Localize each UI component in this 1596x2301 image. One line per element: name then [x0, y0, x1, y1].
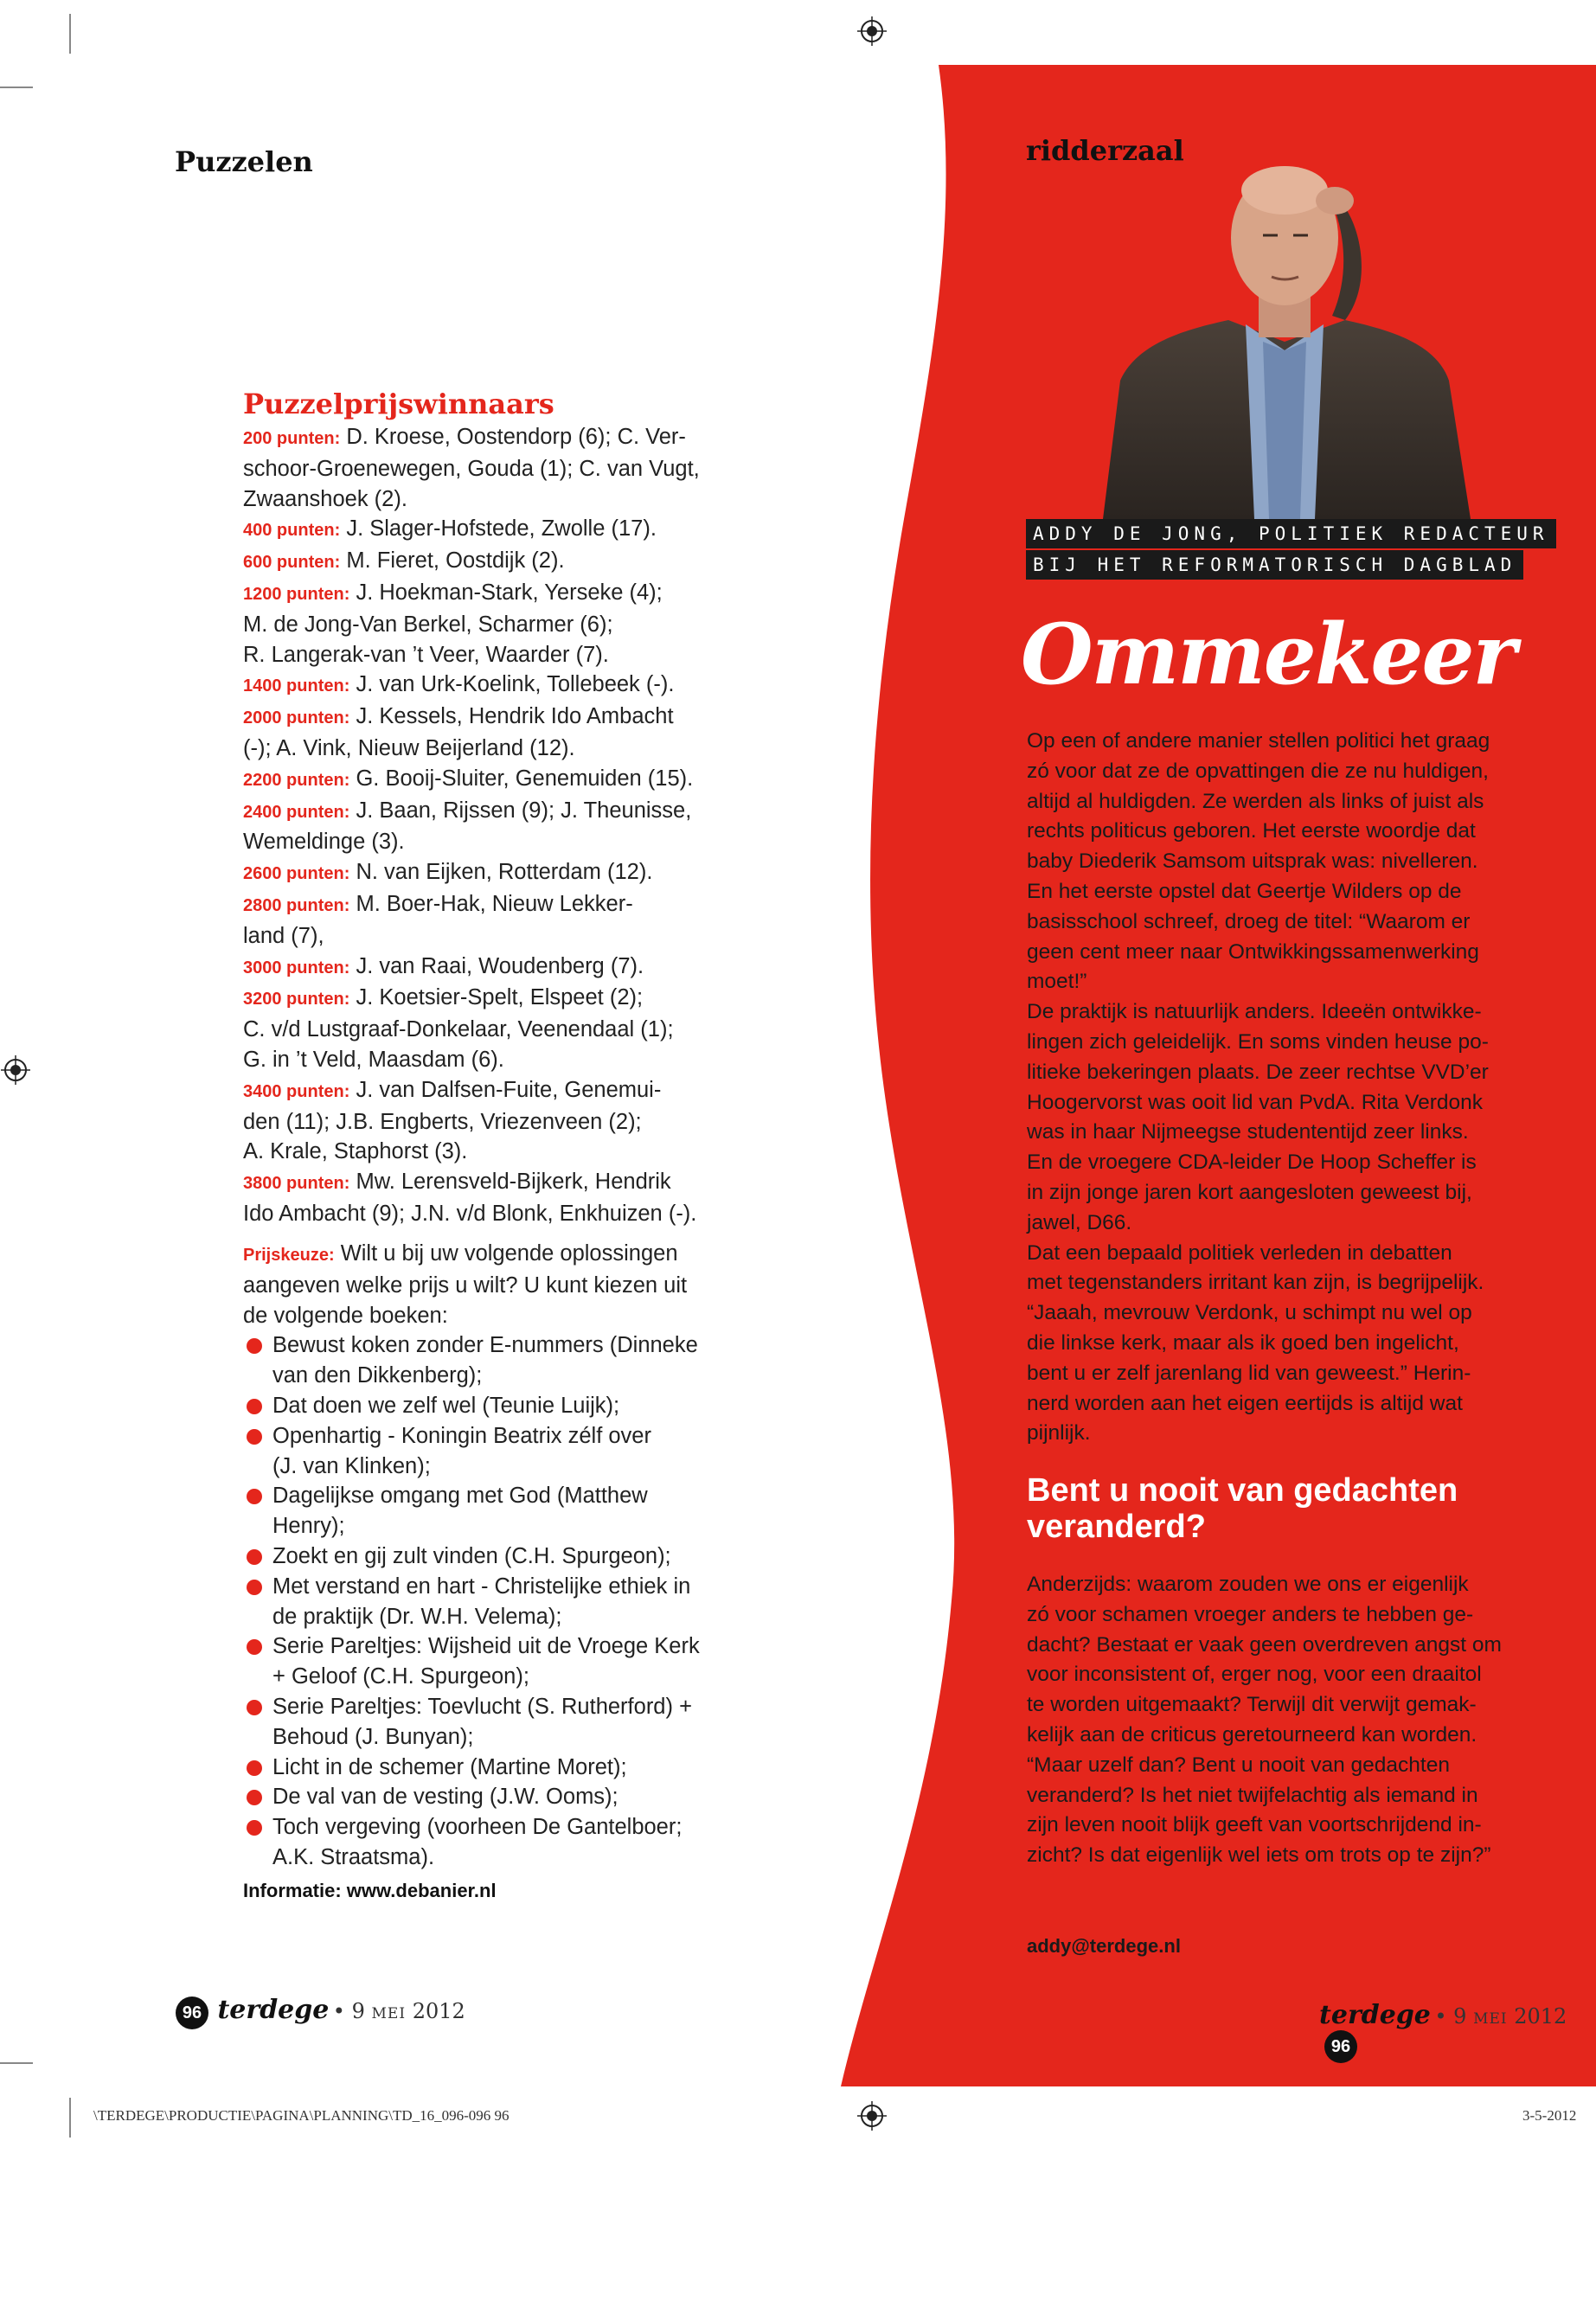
book-title-line: van den Dikkenberg);	[272, 1363, 483, 1388]
prize-choice-section	[243, 1239, 745, 1907]
points-label: 2400 punten:	[243, 802, 350, 822]
winner-row	[243, 514, 745, 546]
bullet-icon	[247, 1790, 262, 1805]
points-label: 2200 punten:	[243, 770, 350, 790]
winner-names: M. Fieret, Oostdijk (2).	[346, 548, 565, 574]
winner-row	[243, 827, 745, 857]
info-link-text: Informatie: www.debanier.nl	[243, 1879, 497, 1901]
book-item	[243, 1421, 745, 1482]
winner-row	[243, 610, 745, 640]
winner-names: A. Krale, Staphorst (3).	[243, 1139, 468, 1164]
winner-names: M. Boer-Hak, Nieuw Lekker-	[356, 891, 633, 916]
bullet-icon	[247, 1489, 262, 1504]
winner-row	[243, 889, 745, 921]
footer-day: 9	[1453, 2004, 1467, 2029]
points-label: 2800 punten:	[243, 895, 350, 915]
book-list	[243, 1330, 745, 1872]
print-date: 3-5-2012	[1522, 2107, 1577, 2124]
registration-mark-icon	[1, 1055, 30, 1085]
body-line: kelijk aan de criticus geretourneerd kan worden.	[1027, 1722, 1477, 1747]
winner-row	[243, 640, 745, 670]
winner-row	[243, 1137, 745, 1167]
winner-names: Zwaanshoek (2).	[243, 486, 407, 511]
portrait-photo	[1086, 156, 1484, 519]
body-line: geen cent meer naar Ontwikkingssamenwerking	[1027, 939, 1479, 964]
body-line: Op een of andere manier stellen politici het graag	[1027, 729, 1490, 753]
body-line: baby Diederik Samsom uitsprak was: nivelleren.	[1027, 849, 1478, 874]
body-line: in zijn jonge jaren kort aangesloten geweest bij,	[1027, 1180, 1472, 1204]
prize-intro-line: de volgende boeken:	[243, 1303, 448, 1328]
book-title-line: Toch vergeving (voorheen De Gantelboer;	[272, 1815, 683, 1840]
body-line: te worden uitgemaakt? Terwijl dit verwijt gemak-	[1027, 1693, 1477, 1717]
body-line: dacht? Bestaat er vaak geen overdreven angst om	[1027, 1632, 1502, 1657]
terdege-logo: terdege	[217, 1995, 330, 2025]
winner-row	[243, 1075, 745, 1107]
footer-month: MEI	[371, 2005, 407, 2022]
body-line: En de vroegere CDA-leider De Hoop Scheffer is	[1027, 1150, 1477, 1175]
body-line: moet!”	[1027, 970, 1087, 994]
winners-section	[243, 388, 745, 1229]
footer-left	[176, 1995, 465, 2029]
winner-row	[243, 1107, 745, 1138]
page-number-badge: 96	[176, 1997, 208, 2029]
bullet-icon	[247, 1820, 262, 1836]
body-line: bent u er zelf jarenlang lid van geweest.” Herin-	[1027, 1361, 1471, 1385]
author-caption-line: BIJ HET REFORMATORISCH DAGBLAD	[1026, 550, 1523, 580]
registration-mark-icon	[857, 2101, 887, 2131]
footer-bullet: •	[332, 1999, 345, 2023]
winner-row	[243, 952, 745, 984]
body-line: litieke bekeringen plaats. De zeer rechtse VVD’er	[1027, 1060, 1489, 1084]
winner-row	[243, 454, 745, 484]
article-body	[1027, 727, 1563, 1449]
book-title-line: + Geloof (C.H. Spurgeon);	[272, 1664, 529, 1689]
points-label: 3400 punten:	[243, 1081, 350, 1101]
body-line: Dat een bepaald politiek verleden in debatten	[1027, 1240, 1452, 1265]
winner-row	[243, 983, 745, 1015]
winner-row	[243, 764, 745, 796]
winner-names: J. Koetsier-Spelt, Elspeet (2);	[356, 985, 644, 1010]
points-label: 1200 punten:	[243, 584, 350, 604]
winner-names: Ido Ambacht (9); J.N. v/d Blonk, Enkhuizen (-).	[243, 1201, 697, 1226]
prize-intro	[243, 1239, 745, 1271]
winner-names: J. Kessels, Hendrik Ido Ambacht	[356, 704, 674, 729]
winners-list	[243, 422, 745, 1229]
page-number-badge: 96	[1324, 2030, 1357, 2063]
book-title-line: Openhartig - Koningin Beatrix zélf over	[272, 1423, 651, 1448]
section-title-ridderzaal: ridderzaal	[1026, 134, 1184, 167]
points-label: 2000 punten:	[243, 708, 350, 728]
body-line: lingen zich geleidelijk. En soms vinden heuse po-	[1027, 1029, 1489, 1054]
bullet-icon	[247, 1639, 262, 1655]
book-title-line: (J. van Klinken);	[272, 1453, 431, 1478]
crop-mark	[0, 2062, 33, 2064]
winner-names: C. v/d Lustgraaf-Donkelaar, Veenendaal (1);	[243, 1017, 674, 1042]
bullet-icon	[247, 1399, 262, 1414]
body-line: was in haar Nijmeegse studententijd zeer links.	[1027, 1120, 1469, 1144]
author-email: addy@terdege.nl	[1027, 1935, 1181, 1957]
footer-year: 2012	[412, 1999, 465, 2023]
bullet-icon	[247, 1580, 262, 1595]
points-label: 600 punten:	[243, 553, 341, 573]
body-line: veranderd? Is het niet twijfelachtig als iemand in	[1027, 1783, 1478, 1807]
winner-row	[243, 1015, 745, 1045]
body-line: met tegenstanders irritant kan zijn, is begrijpelijk.	[1027, 1271, 1484, 1295]
body-line: basisschool schreef, droeg de titel: “Waarom er	[1027, 909, 1471, 933]
winner-names: G. Booij-Sluiter, Genemuiden (15).	[356, 766, 694, 791]
winner-row	[243, 702, 745, 734]
crop-mark	[69, 2098, 71, 2138]
book-title-line: Dat doen we zelf wel (Teunie Luijk);	[272, 1393, 620, 1418]
winner-names: J. van Dalfsen-Fuite, Genemui-	[356, 1077, 662, 1102]
winner-row	[243, 734, 745, 764]
winners-title: Puzzelprijswinnaars	[243, 388, 554, 420]
body-line: voor inconsistent of, erger nog, voor een draaitol	[1027, 1663, 1482, 1687]
book-title-line: de praktijk (Dr. W.H. Velema);	[272, 1604, 562, 1629]
body-line: “Jaaah, mevrouw Verdonk, u schimpt nu wel op	[1027, 1301, 1472, 1325]
book-item	[243, 1391, 745, 1421]
winner-names: R. Langerak-van ’t Veer, Waarder (7).	[243, 642, 609, 667]
article-headline: Ommekeer	[1021, 606, 1516, 703]
bullet-icon	[247, 1700, 262, 1715]
winner-names: Wemeldinge (3).	[243, 830, 405, 855]
footer-day: 9	[351, 1999, 365, 2023]
prize-intro-line: Wilt u bij uw volgende oplossingen	[340, 1241, 678, 1266]
winner-row	[243, 578, 745, 610]
bullet-icon	[247, 1760, 262, 1776]
winner-names: N. van Eijken, Rotterdam (12).	[356, 860, 653, 885]
body-line: rechts politicus geboren. Het eerste woordje dat	[1027, 819, 1476, 843]
book-title-line: Bewust koken zonder E-nummers (Dinneke	[272, 1333, 698, 1358]
body-line: pijnlijk.	[1027, 1421, 1091, 1445]
body-line: zó voor schamen vroeger anders te hebben ge-	[1027, 1602, 1474, 1626]
crop-mark	[0, 87, 33, 88]
winner-names: J. Baan, Rijssen (9); J. Theunisse,	[356, 798, 692, 823]
body-line: “Maar uzelf dan? Bent u nooit van gedachten	[1027, 1753, 1450, 1777]
prize-intro-line: aangeven welke prijs u wilt? U kunt kiezen uit	[243, 1272, 688, 1298]
winner-names: land (7),	[243, 923, 324, 948]
winner-row	[243, 857, 745, 889]
points-label: 2600 punten:	[243, 864, 350, 884]
book-title-line: Licht in de schemer (Martine Moret);	[272, 1754, 627, 1779]
book-title-line: Serie Pareltjes: Toevlucht (S. Rutherford) +	[272, 1694, 692, 1719]
body-line: zicht? Is dat eigenlijk wel iets om trots op te zijn?”	[1027, 1843, 1491, 1868]
winner-names: J. van Urk-Koelink, Tollebeek (-).	[356, 672, 675, 697]
body-line: zijn leven nooit blijk geeft van voortschrijdend in-	[1027, 1813, 1482, 1837]
winner-row	[243, 422, 745, 454]
points-label: 400 punten:	[243, 521, 341, 541]
winner-names: G. in ’t Veld, Maasdam (6).	[243, 1047, 504, 1072]
book-title-line: Henry);	[272, 1514, 345, 1539]
book-item	[243, 1572, 745, 1632]
bullet-icon	[247, 1338, 262, 1354]
article-body-continued	[1027, 1570, 1563, 1871]
winner-names: D. Kroese, Oostendorp (6); C. Ver-	[346, 425, 686, 449]
article-subheading	[1027, 1472, 1563, 1545]
body-line: jawel, D66.	[1027, 1210, 1132, 1234]
body-line: De praktijk is natuurlijk anders. Ideeën ontwikke-	[1027, 1000, 1482, 1024]
bullet-icon	[247, 1549, 262, 1565]
points-label: 1400 punten:	[243, 676, 350, 696]
points-label: 3200 punten:	[243, 990, 350, 1009]
winner-names: schoor-Groenewegen, Gouda (1); C. van Vugt,	[243, 456, 700, 481]
body-line: En het eerste opstel dat Geertje Wilders op de	[1027, 879, 1462, 903]
body-line: nerd worden aan het eigen eertijds is altijd wat	[1027, 1391, 1463, 1415]
author-caption-line: ADDY DE JONG, POLITIEK REDACTEUR	[1026, 519, 1556, 548]
winner-names: J. van Raai, Woudenberg (7).	[356, 953, 644, 978]
registration-mark-icon	[857, 16, 887, 46]
bullet-icon	[247, 1429, 262, 1445]
print-slug: \TERDEGE\PRODUCTIE\PAGINA\PLANNING\TD_16_096-096 96	[93, 2107, 510, 2124]
winner-row	[243, 546, 745, 578]
book-item	[243, 1330, 745, 1391]
winner-row	[243, 1045, 745, 1075]
book-item	[243, 1812, 745, 1873]
section-title-puzzelen: Puzzelen	[175, 145, 313, 178]
book-title-line: Met verstand en hart - Christelijke ethiek in	[272, 1574, 691, 1599]
footer-date	[333, 1999, 465, 2023]
book-title-line: De val van de vesting (J.W. Ooms);	[272, 1785, 619, 1810]
winner-names: J. Slager-Hofstede, Zwolle (17).	[346, 516, 657, 542]
winner-row	[243, 796, 745, 828]
crop-mark	[69, 14, 71, 54]
winner-names: M. de Jong-Van Berkel, Scharmer (6);	[243, 612, 613, 637]
author-caption	[1026, 519, 1556, 580]
footer-right	[1319, 2000, 1596, 2063]
winner-row	[243, 1199, 745, 1229]
footer-year: 2012	[1514, 2004, 1567, 2029]
body-line: altijd al huldigden. Ze werden als links of juist als	[1027, 789, 1484, 813]
points-label: 3800 punten:	[243, 1174, 350, 1194]
body-line: Hoogervorst was ooit lid van PvdA. Rita Verdonk	[1027, 1090, 1484, 1114]
book-item	[243, 1481, 745, 1541]
book-title-line: Dagelijkse omgang met God (Matthew	[272, 1484, 648, 1509]
subheading-line: Bent u nooit van gedachten	[1027, 1472, 1458, 1509]
body-line: zó voor dat ze de opvattingen die ze nu huldigen,	[1027, 759, 1489, 783]
points-label: 3000 punten:	[243, 958, 350, 977]
winner-row	[243, 484, 745, 515]
footer-bullet: •	[1434, 2004, 1447, 2029]
book-title-line: Serie Pareltjes: Wijsheid uit de Vroege Kerk	[272, 1634, 700, 1659]
winner-names: (-); A. Vink, Nieuw Beijerland (12).	[243, 735, 575, 760]
subheading-line: veranderd?	[1027, 1509, 1206, 1545]
footer-month: MEI	[1473, 2010, 1508, 2028]
points-label: 200 punten:	[243, 429, 341, 448]
winner-row	[243, 670, 745, 702]
prize-label: Prijskeuze:	[243, 1246, 335, 1265]
body-line: die linkse kerk, maar als ik goed ben ingelicht,	[1027, 1330, 1459, 1355]
book-item	[243, 1631, 745, 1692]
footer-date	[1434, 2004, 1567, 2029]
book-title-line: Behoud (J. Bunyan);	[272, 1724, 474, 1749]
winner-row	[243, 1167, 745, 1199]
book-item	[243, 1541, 745, 1572]
terdege-logo: terdege	[1319, 2000, 1431, 2030]
book-item	[243, 1692, 745, 1753]
winner-names: den (11); J.B. Engberts, Vriezenveen (2);	[243, 1109, 642, 1134]
winner-names: Mw. Lerensveld-Bijkerk, Hendrik	[356, 1170, 671, 1195]
book-item	[243, 1782, 745, 1812]
book-title-line: A.K. Straatsma).	[272, 1844, 435, 1869]
book-item	[243, 1753, 745, 1783]
book-title-line: Zoekt en gij zult vinden (C.H. Spurgeon);	[272, 1543, 671, 1568]
winner-names: J. Hoekman-Stark, Yerseke (4);	[356, 580, 663, 605]
body-line: Anderzijds: waarom zouden we ons er eigenlijk	[1027, 1573, 1469, 1596]
winner-row	[243, 921, 745, 952]
